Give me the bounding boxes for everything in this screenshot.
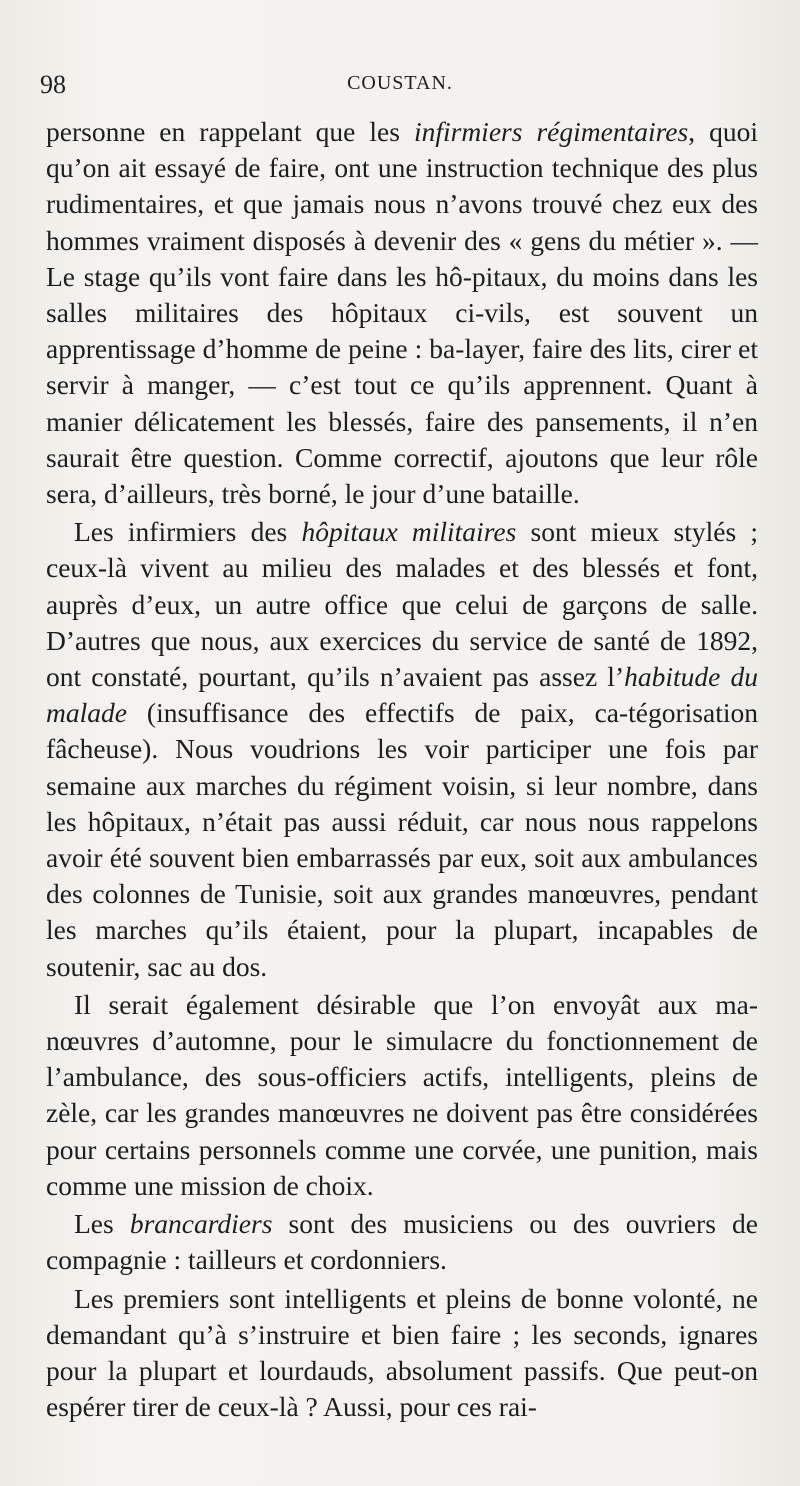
paragraph-2-part-3: (insuffisance des effectifs de paix, ca-tégorisation fâcheuse). Nous voudrions les voir participer une fois par semaine aux marches du régiment voisin, si leur nombre, dans les hôpitaux, n’était pas aussi réduit, car nous nous rappelons avoir été souvent bien embarrassés par eux, soit aux ambulances des colonnes de Tunisie, soit aux grandes manœuvres, pendant les marches qu’ils étaient, pour la plupart, incapables de soutenir, sac au dos.: [46, 697, 758, 982]
paragraph-4: [46, 1206, 758, 1278]
paragraph-5: [46, 1281, 758, 1426]
running-title: COUSTAN.: [347, 72, 453, 94]
body-text: [46, 114, 758, 1425]
paragraph-1: [46, 114, 758, 512]
paragraph-2: [46, 514, 758, 985]
paragraph-3-text: Il serait également désirable que l’on envoyât aux ma-nœuvres d’automne, pour le simulacre du fonctionnement de l’ambulance, des sous-officiers actifs, intelligents, pleins de zèle, car les grandes manœuvres ne doivent pas être considérées pour certains personnels comme une corvée, une punition, mais comme une mission de choix.: [46, 988, 758, 1201]
paragraph-1-part-1: personne en rappelant que les: [46, 116, 414, 147]
paragraph-2-italic-hopitaux: hôpitaux militaires: [301, 516, 517, 548]
paragraph-3: [46, 987, 758, 1204]
paragraph-2-part-1: Les infirmiers des: [74, 516, 302, 548]
page-number: 98: [40, 70, 66, 99]
paragraph-4-part-1: Les: [74, 1208, 130, 1240]
paragraph-2-part-2: sont mieux stylés ; ceux-là vivent au milieu des malades et des blessés et font, auprès d’eux, un autre office que celui de garçons de salle. D’autres que nous, aux exercices du service de santé de 1892, ont constaté, pourtant, qu’ils n’avaient pas assez l’: [46, 516, 758, 693]
paragraph-5-text: Les premiers sont intelligents et pleins de bonne volonté, ne demandant qu’à s’instruire et bien faire ; les seconds, ignares pour la plupart et lourdauds, absolument passifs. Que peut-on espérer tirer de ceux-là ? Aussi, pour ces rai-: [46, 1282, 758, 1423]
paragraph-2-italic-habitude: habitude du malade: [46, 661, 758, 729]
paragraph-4-italic-brancardiers: brancardiers: [129, 1208, 273, 1240]
paragraph-1-italic-infirmiers: infirmiers régimentaires: [413, 116, 689, 147]
running-head: [40, 70, 760, 104]
paragraph-1-part-2: , quoi qu’on ait essayé de faire, ont une instruction technique des plus rudimentaires, et que jamais nous n’avons trouvé chez eux des hommes vraiment disposés à devenir des « gens du métier ». — Le stage qu’ils vont faire dans les hô-pitaux, du moins dans les salles militaires des hôpitaux ci-vils, est souvent un apprentissage d’homme de peine : ba-layer, faire des lits, cirer et servir à manger, — c’est tout ce qu’ils apprennent. Quant à manier délicatement les blessés, faire des pansements, il n’en saurait être question. Comme correctif, ajoutons que leur rôle sera, d’ailleurs, très borné, le jour d’une bataille.: [46, 116, 758, 510]
paragraph-4-part-2: sont des musiciens ou des ouvriers de compagnie : tailleurs et cordonniers.: [46, 1208, 758, 1276]
